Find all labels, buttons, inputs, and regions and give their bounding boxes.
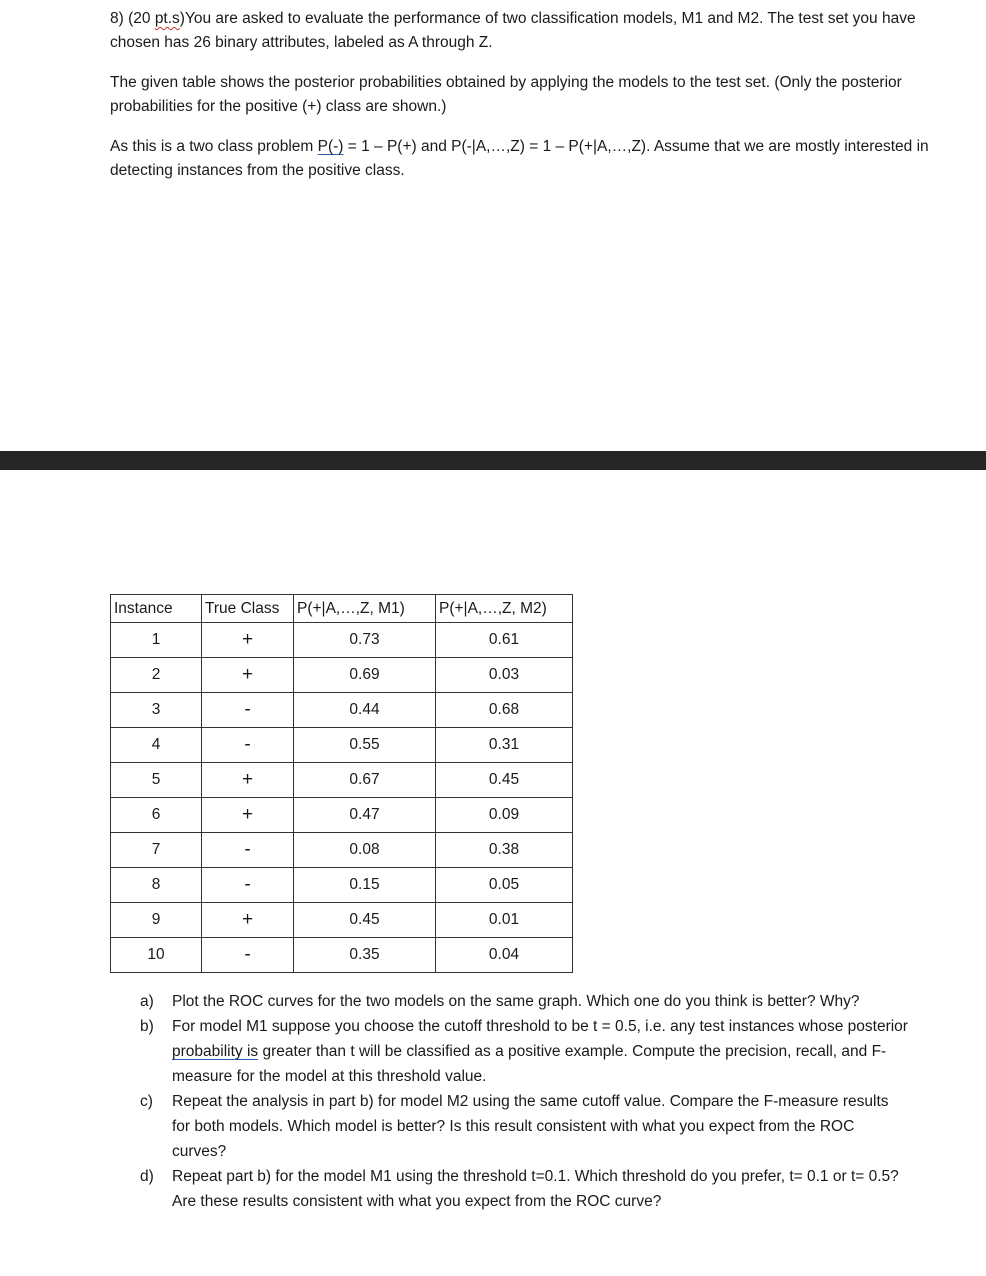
table-row [111, 658, 573, 693]
cell-p-m1: 0.45 [294, 903, 436, 938]
question-a-text: Plot the ROC curves for the two models on the same graph. Which one do you think is better? Why? [172, 993, 860, 1010]
cell-p-m1: 0.69 [294, 658, 436, 693]
question-a [140, 989, 910, 1014]
question-c [140, 1089, 910, 1164]
posterior-table [110, 594, 573, 973]
intro-p1-rest: )You are asked to evaluate the performance of two classification models, M1 and M2. The test set you have chosen has 26 binary attributes, labeled as A through Z. [110, 10, 916, 51]
intro-p1-prefix: 8) (20 [110, 10, 155, 27]
intro-paragraph-1 [110, 7, 930, 55]
cell-instance: 3 [111, 693, 202, 728]
cell-true-class: - [202, 868, 294, 903]
cell-true-class: + [202, 623, 294, 658]
cell-p-m2: 0.05 [436, 868, 573, 903]
intro-p1-pts: pt.s [154, 10, 180, 27]
intro-paragraph-2: The given table shows the posterior probabilities obtained by applying the models to the test set. (Only the posterior probabilities for the positive (+) class are shown.) [110, 74, 902, 115]
question-d-label: d) [140, 1168, 154, 1185]
question-b-text-pre: For model M1 suppose you choose the cutoff threshold to be t = 0.5, i.e. any test instances whose posterior [172, 1018, 908, 1035]
intro-p3-prefix: As this is a two class problem [110, 138, 318, 155]
header-true-class: True Class [202, 595, 294, 623]
cell-p-m2: 0.61 [436, 623, 573, 658]
cell-p-m1: 0.08 [294, 833, 436, 868]
table-header-row [111, 595, 573, 623]
page-divider [0, 451, 986, 470]
question-a-label: a) [140, 993, 154, 1010]
table-row [111, 728, 573, 763]
question-list [140, 989, 910, 1214]
cell-p-m2: 0.38 [436, 833, 573, 868]
table-row [111, 623, 573, 658]
cell-instance: 10 [111, 938, 202, 973]
cell-p-m2: 0.09 [436, 798, 573, 833]
cell-p-m1: 0.55 [294, 728, 436, 763]
cell-true-class: + [202, 798, 294, 833]
cell-p-m1: 0.15 [294, 868, 436, 903]
question-d-text: Repeat part b) for the model M1 using the threshold t=0.1. Which threshold do you prefer, t= 0.1 or t= 0.5? Are these results consistent with what you expect from the ROC curve? [172, 1168, 899, 1210]
cell-true-class: - [202, 938, 294, 973]
cell-instance: 8 [111, 868, 202, 903]
cell-p-m1: 0.44 [294, 693, 436, 728]
header-p-m1: P(+|A,…,Z, M1) [294, 595, 436, 623]
cell-p-m2: 0.04 [436, 938, 573, 973]
question-b-label: b) [140, 1018, 154, 1035]
question-b-text-post: greater than t will be classified as a positive example. Compute the precision, recall, and F-measure for the model at this threshold value. [172, 1043, 887, 1085]
cell-instance: 7 [111, 833, 202, 868]
table-row [111, 798, 573, 833]
cell-true-class: - [202, 833, 294, 868]
question-b-link: probability is [172, 1043, 259, 1060]
cell-true-class: - [202, 728, 294, 763]
cell-instance: 9 [111, 903, 202, 938]
cell-instance: 5 [111, 763, 202, 798]
table-row [111, 693, 573, 728]
intro-p3-link: P(-) [317, 138, 344, 155]
table-body [111, 623, 573, 973]
cell-p-m1: 0.47 [294, 798, 436, 833]
cell-p-m2: 0.31 [436, 728, 573, 763]
question-b [140, 1014, 910, 1089]
cell-p-m1: 0.73 [294, 623, 436, 658]
question-c-text: Repeat the analysis in part b) for model M2 using the same cutoff value. Compare the F-measure results for both models. Which model is better? Is this result consistent with what you expect from the ROC curves? [172, 1093, 889, 1160]
question-d [140, 1164, 910, 1214]
cell-true-class: + [202, 763, 294, 798]
cell-instance: 4 [111, 728, 202, 763]
header-instance: Instance [111, 595, 202, 623]
header-p-m2: P(+|A,…,Z, M2) [436, 595, 573, 623]
question-c-label: c) [140, 1093, 153, 1110]
cell-p-m1: 0.67 [294, 763, 436, 798]
intro-paragraph-3 [110, 135, 930, 183]
cell-instance: 1 [111, 623, 202, 658]
cell-p-m1: 0.35 [294, 938, 436, 973]
cell-p-m2: 0.45 [436, 763, 573, 798]
table-row [111, 763, 573, 798]
cell-true-class: + [202, 903, 294, 938]
cell-p-m2: 0.03 [436, 658, 573, 693]
cell-instance: 2 [111, 658, 202, 693]
table-row [111, 868, 573, 903]
table-row [111, 833, 573, 868]
cell-p-m2: 0.01 [436, 903, 573, 938]
cell-true-class: - [202, 693, 294, 728]
cell-p-m2: 0.68 [436, 693, 573, 728]
intro-p3-rest: = 1 – P(+) and P(-|A,…,Z) = 1 – P(+|A,…,Z). Assume that we are mostly interested in detecting instances from the positive class. [110, 138, 929, 179]
cell-instance: 6 [111, 798, 202, 833]
table-row [111, 938, 573, 973]
cell-true-class: + [202, 658, 294, 693]
table-row [111, 903, 573, 938]
